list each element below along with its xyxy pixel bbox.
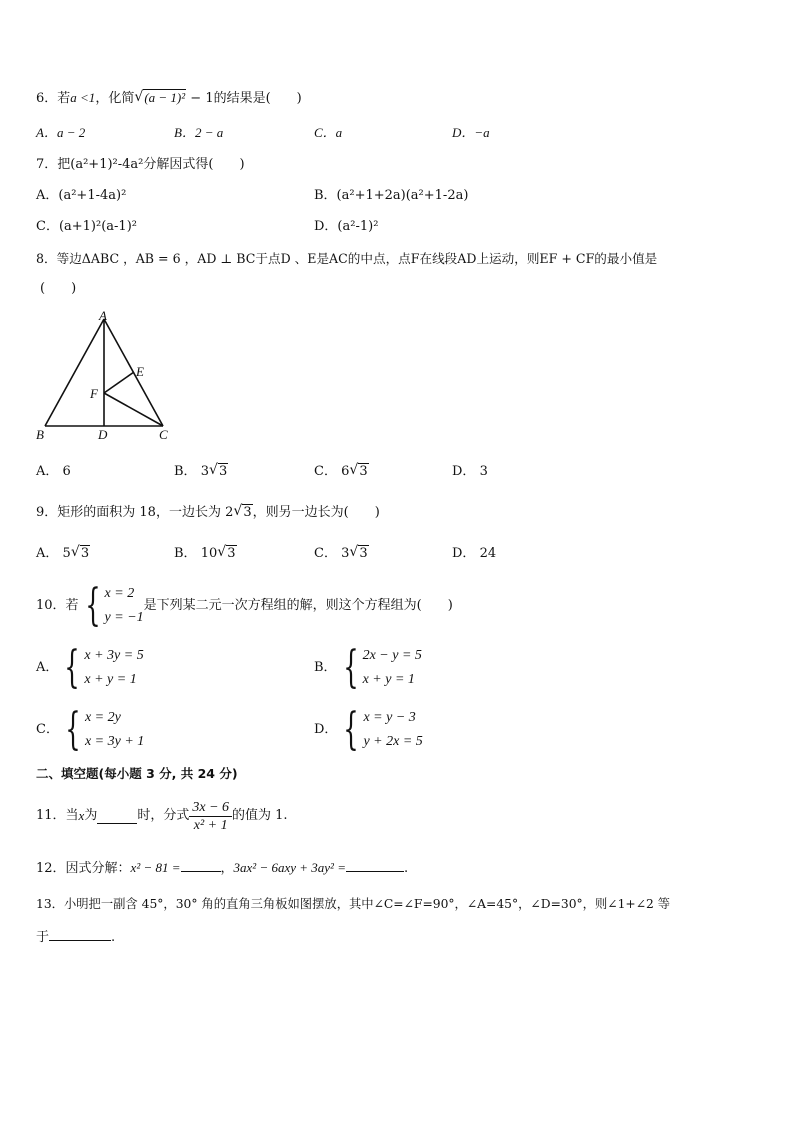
q9-a-radicand: 3 — [80, 546, 90, 561]
q10-d-eq2: y + 2x = 5 — [363, 734, 423, 749]
q8-option-c[interactable] — [314, 462, 369, 482]
q10-given-system: { x = 2 y = −1 — [84, 580, 144, 631]
q8-c-radicand: 3 — [359, 464, 368, 479]
q10-b-letter: B． — [314, 660, 337, 675]
q9-radicand: 3 — [243, 505, 252, 520]
q9-d-value: 24 — [479, 546, 497, 561]
segment-ab — [45, 319, 104, 426]
q8-c-sqrt — [349, 462, 368, 482]
q10-tail: 是下列某二元一次方程组的解，则这个方程组为( ) — [143, 598, 453, 613]
q6-option-d[interactable]: D．−a — [452, 125, 490, 140]
q9-b-sqrt — [217, 544, 236, 564]
q8-c-letter: C． — [314, 464, 337, 479]
q9-a-letter: A． — [36, 546, 59, 561]
q9-d-letter: D． — [452, 546, 476, 561]
q10-d-letter: D． — [314, 722, 338, 737]
q10-b-eq2: x + y = 1 — [362, 672, 415, 687]
q8-a-letter: A． — [36, 464, 59, 479]
q9-b-radicand: 3 — [227, 546, 236, 561]
label-c: C — [159, 427, 168, 442]
q10-a-eq1: x + 3y = 5 — [84, 648, 144, 663]
q8-b-sqrt — [209, 462, 228, 482]
q7-option-c[interactable]: C．(a+1)²(a-1)² — [36, 219, 137, 234]
q6-tail: − 1的结果是( ) — [186, 91, 302, 106]
q12-blank-1[interactable] — [181, 857, 221, 872]
q11-answer-blank[interactable] — [97, 809, 137, 824]
question-6 — [36, 88, 302, 109]
q13-line2-a: 于 — [36, 930, 50, 945]
segment-fe — [104, 372, 134, 393]
question-12 — [36, 857, 408, 879]
q10-a-system: { x + 3y = 5 x + y = 1 — [64, 642, 144, 693]
label-b: B — [36, 427, 44, 442]
q9-stem-b: ，则另一边长为( ) — [252, 505, 380, 520]
q11-c: 时，分式 — [137, 808, 190, 823]
q8-b-coef: 3 — [200, 464, 209, 479]
q6-option-c[interactable]: C．a — [314, 125, 343, 140]
q8-answer-paren: ( ) — [40, 281, 77, 296]
q6-prefix: 6．若 — [36, 91, 71, 106]
q9-c-coef: 3 — [341, 546, 350, 561]
q10-given-x: x = 2 — [104, 586, 135, 601]
q11-a: 11．当 — [36, 808, 79, 823]
q7-option-a[interactable]: A．(a²+1-4a)² — [36, 188, 127, 203]
q10-a-eq2: x + y = 1 — [84, 672, 137, 687]
q8-option-d[interactable] — [452, 462, 488, 482]
question-13-line2 — [36, 926, 115, 948]
label-d: D — [98, 427, 108, 442]
q10-d-system: { x = y − 3 y + 2x = 5 — [343, 704, 423, 755]
q9-option-d[interactable] — [452, 544, 496, 564]
q9-c-radicand: 3 — [359, 546, 368, 561]
q9-option-b[interactable] — [174, 544, 237, 564]
q7-option-b[interactable]: B．(a²+1+2a)(a²+1-2a) — [314, 188, 469, 203]
q6-condition: a <1 — [70, 90, 96, 105]
q12-a: 12．因式分解： — [36, 861, 131, 876]
q10-b-eq1: 2x − y = 5 — [362, 648, 422, 663]
section-fill-in-blank-heading: 二、填空题(每小题 3 分, 共 24 分) — [36, 766, 238, 781]
q10-given-y: y = −1 — [104, 610, 144, 625]
q9-option-c[interactable] — [314, 544, 369, 564]
q8-c-coef: 6 — [341, 464, 350, 479]
q9-a-coef: 5 — [62, 546, 71, 561]
q8-d-value: 3 — [479, 464, 488, 479]
q10-b-system: { 2x − y = 5 x + y = 1 — [342, 642, 422, 693]
q9-b-letter: B． — [174, 546, 197, 561]
q8-option-b[interactable] — [174, 462, 228, 482]
q12-expr1: x² − 81 = — [130, 860, 181, 875]
q10-a-letter: A． — [36, 660, 59, 675]
q9-option-a[interactable] — [36, 544, 90, 564]
q10-option-b[interactable] — [314, 644, 422, 692]
q6-sqrt — [134, 89, 186, 109]
question-10 — [36, 582, 453, 630]
question-13-line1: 13．小明把一副含 45°，30° 角的直角三角板如图摆放，其中∠C=∠F=90°，∠A=45°，∠D=30°，则∠1+∠2 等 — [36, 897, 671, 911]
q8-d-letter: D． — [452, 464, 476, 479]
q10-c-eq1: x = 2y — [84, 710, 121, 725]
question-9 — [36, 503, 380, 523]
q13-answer-blank[interactable] — [49, 926, 111, 941]
q12-end: . — [403, 861, 409, 876]
q10-option-a[interactable] — [36, 644, 144, 692]
q11-denominator: x² + 1 — [193, 817, 228, 833]
q10-c-eq2: x = 3y + 1 — [84, 734, 145, 749]
q8-b-radicand: 3 — [218, 464, 228, 479]
label-e: E — [136, 364, 144, 379]
question-11 — [36, 796, 288, 836]
q9-c-letter: C． — [314, 546, 337, 561]
q10-d-eq1: x = y − 3 — [363, 710, 416, 725]
q10-c-letter: C． — [36, 722, 59, 737]
q7-option-d[interactable]: D．(a²-1)² — [314, 219, 379, 234]
q6-radicand: (a − 1)² — [144, 90, 186, 105]
q9-b-coef: 10 — [200, 546, 218, 561]
q8-triangle-figure — [32, 308, 182, 444]
q8-option-a[interactable] — [36, 462, 71, 482]
q9-c-sqrt — [349, 544, 368, 564]
q9-stem-a: 9．矩形的面积为 18，一边长为 2 — [36, 505, 234, 520]
q11-fraction — [189, 799, 232, 834]
q12-blank-2[interactable] — [346, 857, 404, 872]
q6-option-b[interactable]: B．2 − a — [174, 125, 224, 140]
q6-option-a[interactable]: A．a − 2 — [36, 125, 86, 140]
q11-d: 的值为 1. — [232, 808, 288, 823]
question-8: 8．等边ΔABC ，AB = 6 ，AD ⊥ BC于点D 、E是AC的中点，点F在线段AD上运动，则EF + CF的最小值是 — [36, 251, 658, 266]
q10-option-d[interactable] — [314, 706, 423, 754]
q11-var: x — [78, 808, 85, 823]
q10-option-c[interactable] — [36, 706, 144, 754]
q12-expr2: 3ax² − 6axy + 3ay² = — [233, 860, 346, 875]
q8-a-value: 6 — [62, 464, 71, 479]
question-7: 7．把(a²+1)²-4a²分解因式得( ) — [36, 157, 245, 172]
label-f: F — [90, 386, 98, 401]
label-a: A — [99, 308, 107, 323]
q10-c-system: { x = 2y x = 3y + 1 — [65, 704, 145, 755]
q13-end: . — [111, 930, 116, 945]
q11-b: 为 — [84, 808, 98, 823]
q8-b-letter: B． — [174, 464, 197, 479]
q9-a-sqrt — [71, 544, 90, 564]
q11-numerator: 3x − 6 — [189, 799, 232, 817]
q9-sqrt — [233, 503, 252, 523]
q10-prefix: 10．若 — [36, 598, 79, 613]
q6-mid: ，化简 — [95, 91, 135, 106]
q12-sep: ， — [220, 861, 234, 876]
